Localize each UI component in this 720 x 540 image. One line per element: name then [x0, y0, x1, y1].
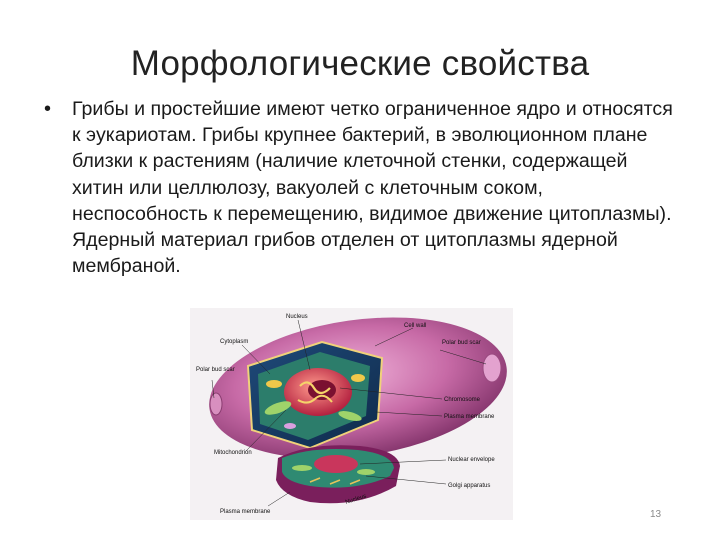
yeast-cell-diagram	[190, 308, 513, 520]
label-plasma-membrane-right: Plasma membrane	[444, 414, 495, 420]
label-nucleus: Nucleus	[286, 314, 308, 320]
label-chromosome: Chromosome	[444, 397, 481, 403]
polar-bud-scar-left	[210, 393, 222, 415]
label-golgi-apparatus: Golgi apparatus	[448, 483, 491, 489]
bullet-dot-icon: •	[44, 98, 52, 120]
polar-bud-scar-right	[483, 354, 501, 382]
bullet-item	[44, 96, 684, 279]
nucleolus	[308, 380, 336, 400]
label-plasma-membrane-bottom: Plasma membrane	[220, 509, 271, 515]
label-cytoplasm: Cytoplasm	[220, 339, 249, 345]
label-nuclear-envelope: Nuclear envelope	[448, 457, 495, 463]
label-polar-bud-scar-right: Polar bud scar	[442, 340, 481, 346]
slide-title: Морфологические свойства	[130, 44, 590, 83]
label-polar-bud-scar-left: Polar bud scar	[196, 367, 235, 373]
bullet-text: Грибы и простейшие имеют четко ограниченное ядро и относятся к эукариотам. Грибы крупнее бактерий, в эволюционном плане близки к растениям (наличие клеточной стенки, содержащей хитин или целлюлозу, вакуолей с клеточным соком, неспособность к перемещению, видимое движение цитоплазмы). Ядерный материал грибов отделен от цитоплазмы ядерной мембраной.	[72, 98, 673, 278]
page-number: 13	[650, 509, 662, 520]
label-cell-wall: Cell wall	[404, 323, 427, 329]
label-mitochondrion: Mitochondrion	[214, 450, 252, 456]
label-nucleus-bottom: Nucleus	[344, 493, 368, 506]
yeast-cell-illustration	[190, 308, 513, 520]
